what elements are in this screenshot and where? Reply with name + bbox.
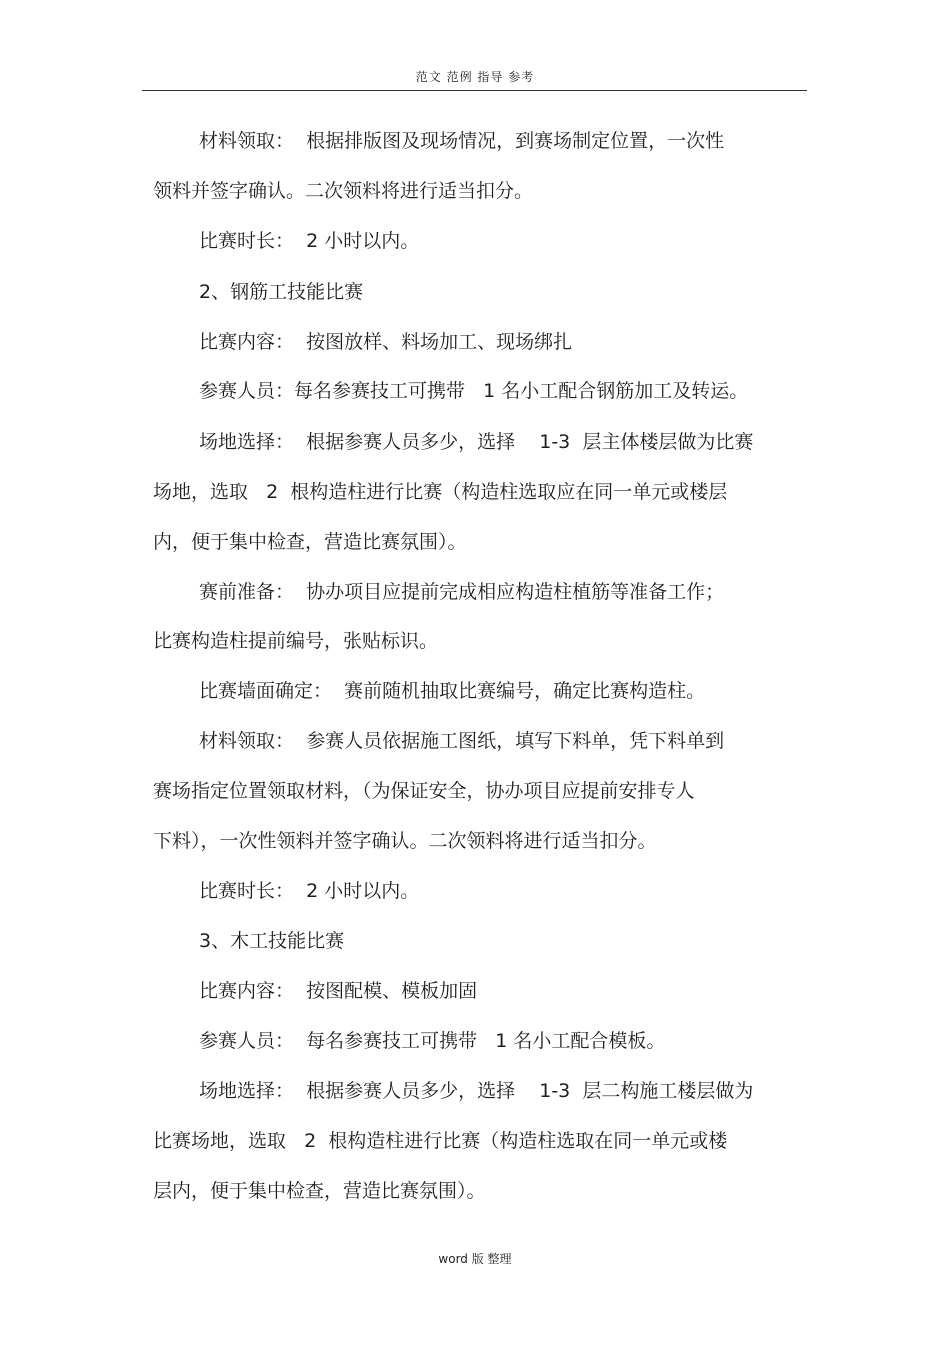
paragraph-line: 比赛内容： 按图配模、模板加固	[199, 980, 478, 1002]
section-heading: 3、木工技能比赛	[199, 930, 345, 952]
header-divider	[142, 90, 807, 91]
paragraph-line: 场地选择： 根据参赛人员多少，选择 1-3 层二构施工楼层做为	[199, 1080, 754, 1102]
paragraph-line: 赛前准备： 协办项目应提前完成相应构造柱植筋等准备工作；	[199, 581, 725, 603]
paragraph-line: 比赛场地，选取 2 根构造柱进行比赛（构造柱选取在同一单元或楼	[153, 1130, 728, 1152]
paragraph-line: 比赛内容： 按图放样、料场加工、现场绑扎	[199, 331, 573, 353]
paragraph-line: 参赛人员： 每名参赛技工可携带 1 名小工配合模板。	[199, 1030, 666, 1052]
paragraph-line: 赛场指定位置领取材料，（为保证安全，协办项目应提前安排专人	[153, 780, 695, 802]
paragraph-line: 场地选择： 根据参赛人员多少，选择 1-3 层主体楼层做为比赛	[199, 431, 754, 453]
paragraph-line: 内，便于集中检查，营造比赛氛围）。	[153, 531, 467, 553]
paragraph-line: 比赛构造柱提前编号，张贴标识。	[153, 630, 439, 652]
paragraph-line: 材料领取： 参赛人员依据施工图纸，填写下料单，凭下料单到	[199, 730, 725, 752]
paragraph-line: 参赛人员：每名参赛技工可携带 1 名小工配合钢筋加工及转运。	[199, 380, 749, 402]
paragraph-line: 比赛墙面确定： 赛前随机抽取比赛编号，确定比赛构造柱。	[199, 680, 706, 702]
paragraph-line: 比赛时长： 2 小时以内。	[199, 880, 420, 902]
page-header: 范文 范例 指导 参考	[415, 70, 535, 84]
paragraph-line: 下料），一次性领料并签字确认。二次领料将进行适当扣分。	[153, 830, 657, 852]
section-heading: 2、钢筋工技能比赛	[199, 281, 364, 303]
page-footer: word 版 整理	[438, 1252, 512, 1266]
paragraph-line: 比赛时长： 2 小时以内。	[199, 230, 420, 252]
paragraph-line: 领料并签字确认。二次领料将进行适当扣分。	[153, 180, 534, 202]
paragraph-line: 材料领取： 根据排版图及现场情况，到赛场制定位置，一次性	[199, 130, 725, 152]
paragraph-line: 层内，便于集中检查，营造比赛氛围）。	[153, 1180, 486, 1202]
paragraph-line: 场地，选取 2 根构造柱进行比赛（构造柱选取应在同一单元或楼层	[153, 481, 728, 503]
